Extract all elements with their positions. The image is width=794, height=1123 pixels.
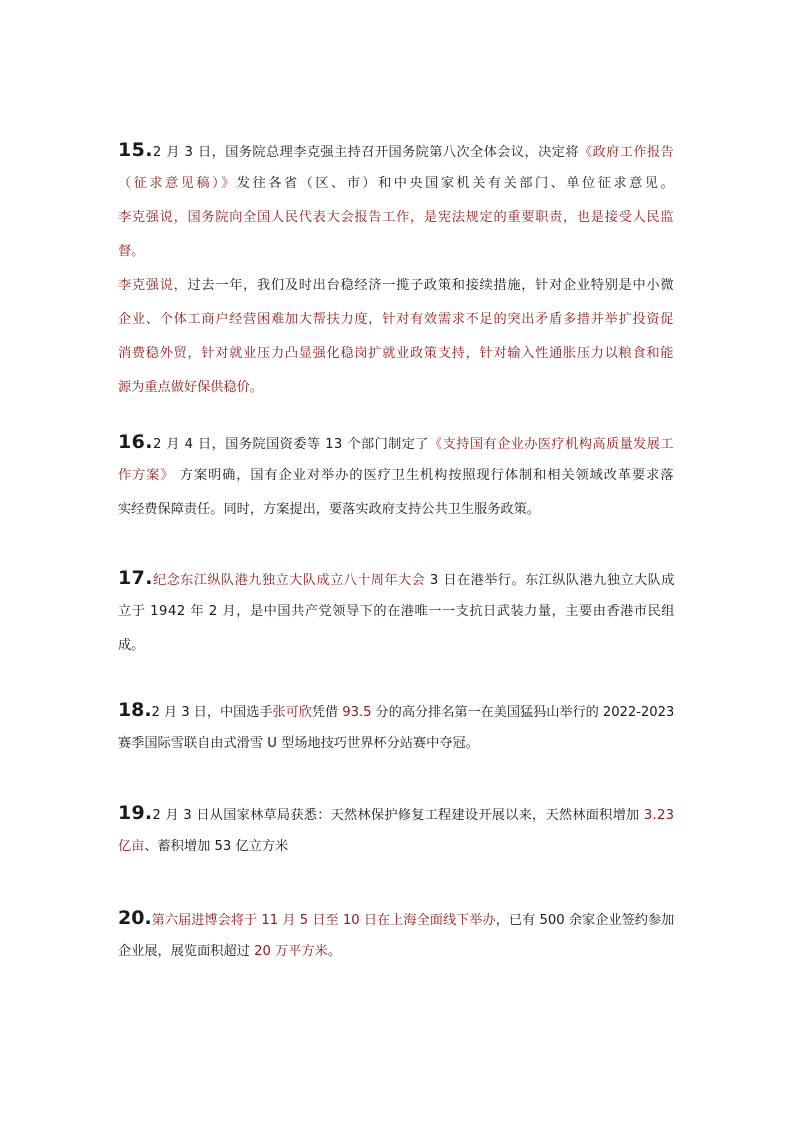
highlight-text: 3.23 <box>643 808 675 823</box>
body-text: 发往各省（区、市）和中央国家机关有关部门、单位征求意见。 <box>236 176 677 191</box>
highlight-text: （征求意见稿）》 <box>118 176 237 191</box>
body-text: 过去一年，我们及时出台稳经济一揽子政策和接续措施，针对企业特别是中小微 <box>187 278 675 293</box>
body-text: 企业展，展览面积超过 <box>118 944 255 959</box>
entry-line <box>118 500 540 520</box>
entry-line <box>118 432 674 452</box>
highlight-text: 企业、个体工商户经营困难加大帮扶力度，针对有效需求不足的突出矛盾多措并举扩投资促 <box>118 312 675 327</box>
entry-number: 16. <box>118 431 153 453</box>
body-text: 立于 1942 年 2 月，是中国共产党领导下的在港唯一一支抗日武装力量，主要由香港市民组 <box>118 604 675 619</box>
highlight-text: 国务院向全国人民代表大会报告工作，是宪法规定的重要职责，也是接受人民监 <box>187 210 675 225</box>
entry-line <box>118 908 674 928</box>
entry-line <box>118 734 479 754</box>
highlight-text: 消费稳外贸，针对就业压力凸显强化稳岗扩就业政策支持，针对输入性通胀压力以粮食和能 <box>118 346 675 361</box>
entry-number: 20. <box>118 907 152 929</box>
highlight-text: 93.5 <box>342 705 372 720</box>
body-text: 2 月 3 日，国务院总理李克强主持召开国务院第八次全体会议，决定将 <box>152 145 579 160</box>
entry-line <box>118 344 674 364</box>
body-text: 3 日在港举行。东江纵队港九独立大队成 <box>425 573 675 588</box>
entry-line <box>118 174 676 194</box>
highlight-text: 李克强说， <box>118 278 188 293</box>
entry-line <box>118 378 263 398</box>
entry-line <box>118 602 675 622</box>
body-text: 2 月 3 日，中国选手 <box>151 705 273 720</box>
entry-line <box>118 942 341 962</box>
body-text: 赛季国际雪联自由式滑雪 U 型场地技巧世界杯分站赛中夺冠。 <box>118 736 479 751</box>
entry-line <box>118 803 674 823</box>
body-text: 、蓄积增加 53 亿立方米 <box>144 839 289 854</box>
highlight-text: 李克强说， <box>118 210 188 225</box>
entry-number: 15. <box>118 139 153 161</box>
highlight-text: 源为重点做好保供稳价。 <box>118 380 264 395</box>
body-text: 凭借 <box>311 705 343 720</box>
entry-number: 18. <box>118 699 152 721</box>
body-text: 方案明确，国有企业对举办的医疗卫生机构按照现行体制和相关领域改革要求落 <box>174 468 675 483</box>
highlight-text: 张可欣 <box>272 705 312 720</box>
highlight-text: 纪念东江纵队港九独立大队成立八十周年大会 <box>152 573 426 588</box>
body-text: 成。 <box>118 638 145 653</box>
entry-line <box>118 466 674 486</box>
body-text: 分的高分排名第一在美国猛犸山举行的 2022-2023 <box>371 705 675 720</box>
entry-line <box>118 837 288 857</box>
entry-line <box>118 208 674 228</box>
entry-line <box>118 700 674 720</box>
entry-number: 17. <box>118 567 153 589</box>
highlight-text: 第六届进博会将于 <box>151 913 262 928</box>
entry-line <box>118 310 674 330</box>
highlight-text: 亿亩 <box>118 839 145 854</box>
entry-number: 19. <box>118 802 153 824</box>
body-text: 2 月 4 日，国务院国资委等 13 个部门制定了 <box>152 437 430 452</box>
body-text: 实经费保障责任。同时，方案提出，要落实政府支持公共卫生服务政策。 <box>118 502 540 517</box>
entry-line <box>118 568 675 588</box>
body-text: 。 <box>327 944 341 959</box>
highlight-text: 11 月 5 日至 10 日在上海全面线下举办 <box>261 913 496 928</box>
entry-line <box>118 276 674 296</box>
highlight-text: 20 万平方米 <box>254 944 328 959</box>
body-text: 2 月 3 日从国家林草局获悉：天然林保护修复工程建设开展以来，天然林面积增加 <box>152 808 644 823</box>
body-text: ，已有 500 余家企业签约参加 <box>495 913 675 928</box>
highlight-text: 督。 <box>118 244 145 259</box>
highlight-text: 《政府工作报告 <box>578 145 675 160</box>
entry-line <box>118 636 144 656</box>
entry-line <box>118 242 144 262</box>
entry-line <box>118 140 674 160</box>
highlight-text: 作方案》 <box>118 468 175 483</box>
highlight-text: 《支持国有企业办医疗机构高质量发展工 <box>429 437 674 452</box>
